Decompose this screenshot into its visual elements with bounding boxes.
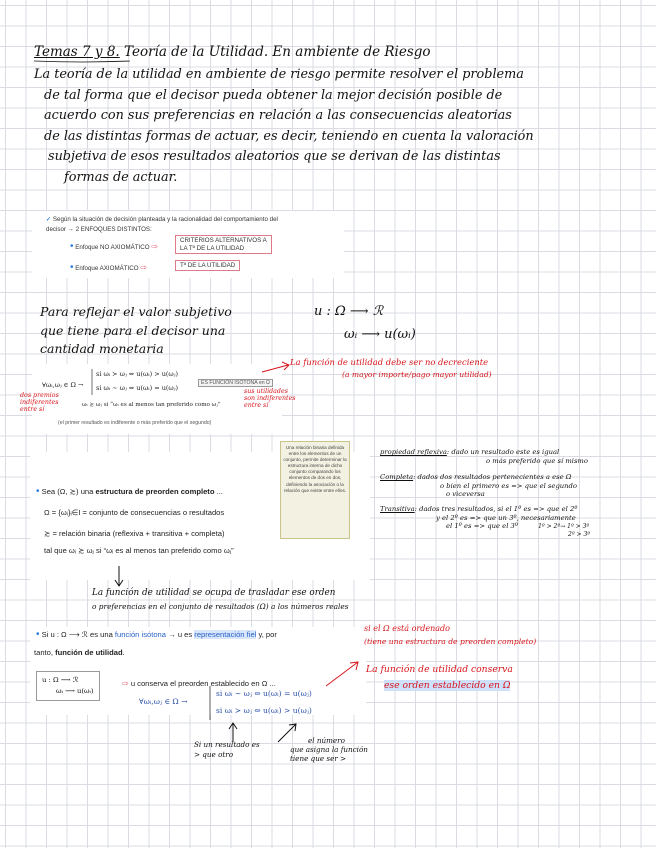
intro-line: La teoría de la utilidad en ambiente de riesgo permite resolver el problema [34, 67, 524, 82]
conserva-text: u conserva el preorden establecido en Ω ... [130, 679, 276, 688]
reflexiva-text: : dado un resultado este es igual [446, 448, 560, 456]
enfoque-no-axiomatico-label: Enfoque NO AXIOMÁTICO [75, 244, 150, 251]
intro-paragraph [34, 65, 624, 189]
enfoque-axiomatico [70, 263, 147, 272]
utility-map-box-line2: ωᵢ ⟶ u(ωᵢ) [56, 687, 94, 695]
arrow-right-icon: ⇨ [151, 242, 158, 251]
isotona-statement-d: representación fiel [194, 630, 257, 639]
bottom-mid-note-line: el número [308, 736, 345, 745]
intro-line: formas de actuar. [64, 169, 178, 185]
bottom-left-note [194, 740, 260, 760]
isotona-statement-b: función isótona [114, 630, 167, 639]
enfoque-axiomatico-label: Enfoque AXIOMÁTICO [75, 265, 139, 272]
no-decreciente-note2: (a mayor importe/pago mayor utilidad) [342, 370, 492, 379]
utilidad-hand-note1: La función de utilidad se ocupa de trasladar ese orden [92, 588, 336, 598]
reflexiva-row [380, 448, 590, 457]
valor-line: cantidad monetaria [40, 341, 164, 356]
completa-text3: o viceversa [446, 490, 485, 499]
teoria-utilidad-box: Tª DE LA UTILIDAD [175, 260, 240, 271]
intro-line: subjetiva de esos resultados aleatorios que se derivan de las distintas [48, 149, 501, 165]
criterios-box [175, 235, 272, 254]
preorden-line3: ≿ = relación binaria (reflexiva + transitiva + completa) [44, 529, 225, 538]
completa-text2: o bien el primero es => que el segundo [440, 481, 577, 490]
funcion-utilidad-card [30, 627, 366, 715]
ordenado-note2: (tiene una estructura de preorden completo) [364, 637, 537, 646]
bottom-left-note-line: Si un resultado es [194, 740, 260, 749]
bullet-icon: • [36, 486, 40, 497]
bottom-mid-note-line: tiene que ser > [290, 754, 347, 763]
completa-text: : dados dos resultados pertenecientes a ese Ω [413, 473, 572, 482]
no-decreciente-note: La función de utilidad debe ser no decreciente [290, 357, 489, 367]
utility-mapping [314, 300, 416, 346]
bullet-icon: • [70, 241, 74, 252]
utilidades-note-line: son indiferentes [244, 395, 296, 402]
utility-map-box [36, 671, 100, 701]
enfoques-card [32, 211, 344, 278]
tanto-a: tanto, [34, 648, 56, 657]
transitiva-ex1: 1º > 2º [538, 523, 561, 531]
criterios-box-line1: CRITERIOS ALTERNATIVOS A [180, 237, 267, 244]
preorden-line1-c: ... [214, 487, 223, 496]
title-topic: Temas 7 y 8. [34, 44, 120, 60]
conserva-statement [122, 679, 276, 688]
bottom-mid-note [290, 736, 368, 763]
isotona-row3: ωᵢ ≿ ωⱼ si “ωᵢ es al menos tan preferido como ωⱼ” [82, 402, 221, 408]
bullet-icon: • [70, 262, 74, 273]
isotona-brace [90, 369, 94, 395]
title-underline [34, 60, 134, 64]
transitiva-ex3: → 1º > 3º [560, 523, 590, 531]
bottom-left-note-line: > que otro [194, 750, 234, 759]
isotona-row1: si ωᵢ ≻ ωⱼ ⇔ u(ωᵢ) > u(ωⱼ) [96, 370, 178, 378]
conserva-red-note2-text: ese orden establecido en Ω [384, 680, 511, 691]
intro-line: de las distintas formas de actuar, es decir, teniendo en cuenta la valoración [44, 128, 534, 144]
isotona-row2: si ωᵢ ∼ ωⱼ ⇔ u(ωᵢ) = u(ωⱼ) [96, 384, 178, 392]
utilidades-note-line: entre sí [244, 402, 269, 409]
valor-subjetivo-text [40, 303, 232, 359]
isotona-statement-e: y, por [256, 630, 277, 639]
indiferentes-note-line: dos premios [20, 392, 59, 399]
completa-row [380, 473, 590, 482]
tanto-statement [34, 648, 125, 657]
reflexiva-label: propiedad reflexiva [380, 448, 447, 456]
indiferentes-note-line: entre sí [20, 406, 45, 413]
utilidad-hand-note2: o preferencias en el conjunto de resultados (Ω) a los números reales [92, 602, 349, 611]
tanto-c: . [122, 648, 125, 657]
check-icon: ✓ [46, 216, 52, 223]
isotona-statement-c: → u es [166, 630, 195, 639]
ordenado-note1: si el Ω está ordenado [364, 624, 450, 633]
preorden-line1 [36, 487, 223, 496]
preorden-line2: Ω = {ωᵢ}ᵢ∈I = conjunto de consecuencias o resultados [44, 508, 225, 517]
transitiva-row3 [380, 522, 590, 532]
down-arrow-icon [114, 566, 124, 588]
arrow-right-icon: ⇨ [122, 679, 129, 688]
preorden-line1-a: Sea (Ω, ≿) una [41, 487, 96, 496]
isotona-quantifier: ∀ωᵢ,ωⱼ ∈ Ω → [42, 381, 84, 389]
title-text: Teoría de la Utilidad. En ambiente de Riesgo [119, 44, 431, 60]
valor-line: que tiene para el decisor una [40, 322, 226, 338]
tanto-b: función de utilidad [55, 648, 123, 657]
isotona-foot: (el primer resultado es indiferente o más preferido que el segundo) [58, 420, 212, 426]
reflexiva-text2: o más preferido que sí mismo [486, 456, 588, 465]
criterios-box-line2: LA Tª DE LA UTILIDAD [180, 244, 245, 252]
page-title [34, 44, 431, 60]
utility-mapping-line2: ωᵢ ⟶ u(ωᵢ) [344, 327, 416, 342]
preorden-line4: tal que ωᵢ ≿ ωⱼ si “ωᵢ es al menos tan preferido como ωⱼ” [44, 546, 234, 555]
utility-map-box-line1: u : Ω ⟶ ℛ [42, 676, 79, 684]
arrow-right-icon: ⇨ [140, 263, 147, 272]
conserva-quantifier: ∀ωᵢ,ωⱼ ∈ Ω → [139, 697, 188, 706]
isotona-tag: ES FUNCIÓN ISÓTONA en Ω [198, 379, 273, 387]
preorden-line1-b: estructura de preorden completo [95, 487, 215, 496]
red-arrow-icon [324, 660, 360, 688]
intro-line: acuerdo con sus preferencias en relación a las consecuencias aleatorias [44, 108, 512, 124]
conserva-red-note1: La función de utilidad conserva [366, 664, 513, 675]
bullet-icon: • [36, 629, 40, 640]
utilidades-note [244, 388, 296, 409]
enfoques-lead-text: Según la situación de decisión planteada y la racionalidad del comportamiento del [52, 216, 278, 223]
conserva-row1: si ωᵢ ∼ ωⱼ ⇔ u(ωᵢ) = u(ωⱼ) [216, 689, 312, 698]
valor-line: Para reflejar el valor subjetivo [40, 304, 232, 319]
up-arrow-icon [228, 722, 238, 742]
bottom-mid-note-line: que asigna la función [290, 745, 368, 754]
isotona-statement [36, 630, 277, 639]
completa-label: Completa [380, 473, 414, 482]
isotona-statement-a: Si u : Ω ⟶ ℛ es una [41, 630, 115, 639]
red-arrow-icon [262, 362, 292, 374]
utilidades-note-line: sus utilidades [244, 388, 288, 395]
conserva-brace [208, 686, 212, 720]
enfoques-lead [46, 216, 278, 223]
conserva-row2: si ωᵢ ≻ ωⱼ ⇔ u(ωᵢ) > u(ωⱼ) [216, 706, 312, 715]
enfoque-no-axiomatico [70, 242, 158, 251]
indiferentes-note-line: indiferentes [20, 399, 59, 406]
transitiva-label: Transitiva [380, 504, 415, 513]
transitiva-text: : dados tres resultados, si el 1º es => que el 2º [414, 504, 578, 513]
relacion-binaria-definition: Una relación binaria definida entre los elementos de un conjunto, permite determinar la estructura interna de dicho conjunto comparando los elementos de dos en dos, definiendo la asociación o la relación que existe entre ellos. [280, 441, 350, 539]
enfoques-lead2: decisor → 2 ENFOQUES DISTINTOS: [46, 226, 152, 233]
utility-mapping-line1: u : Ω ⟶ ℛ [314, 304, 384, 319]
transitiva-row [380, 505, 590, 514]
transitiva-text2: y el 2º es => que un 3º, necesariamente [436, 513, 576, 522]
intro-line: de tal forma que el decisor pueda obtener la mejor decisión posible de [44, 87, 503, 103]
transitiva-ex2: 2º > 3º [568, 530, 591, 538]
indiferentes-note [20, 392, 59, 413]
conserva-red-note2 [384, 680, 510, 691]
properties-notes [380, 448, 590, 538]
transitiva-text3: el 1º es => que el 3º [446, 522, 519, 531]
